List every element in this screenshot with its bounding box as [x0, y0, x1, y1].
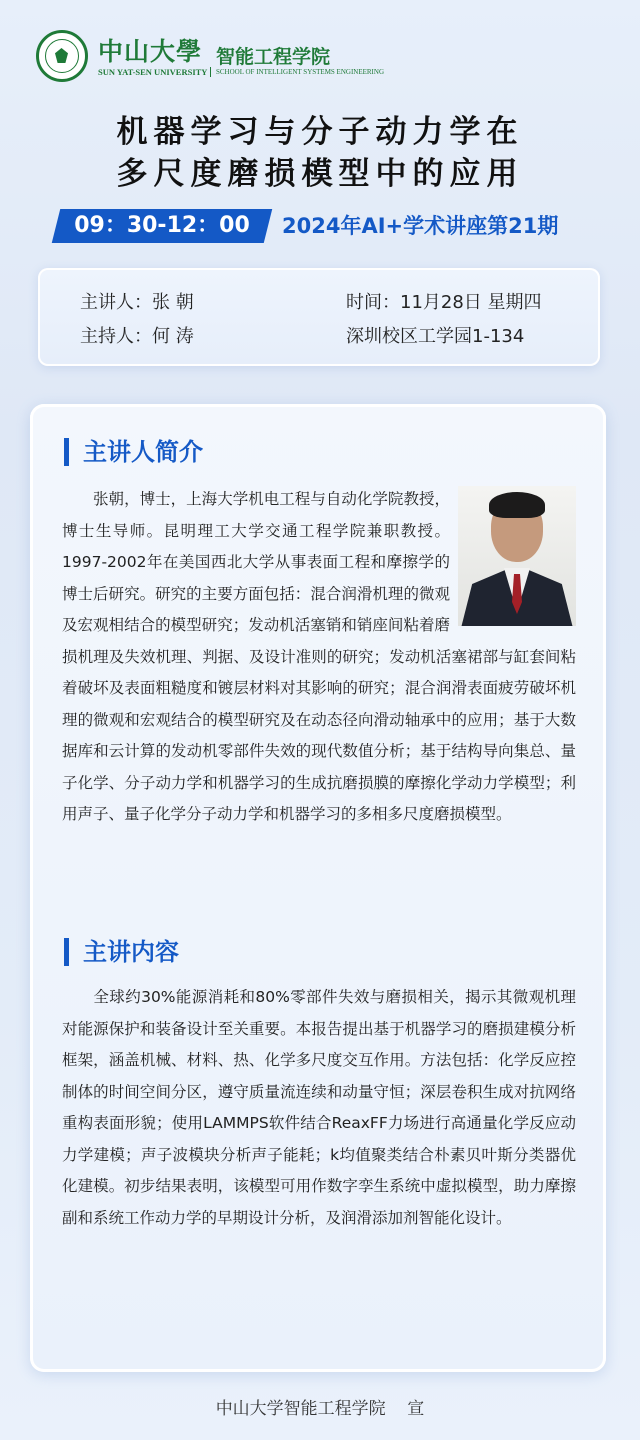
bio-text: 张朝，博士，上海大学机电工程与自动化学院教授，博士生导师。昆明理工大学交通工程学院兼职教授。1997-2002年在美国西北大学从事表面工程和摩擦学的博士后研究。研究的主要方面包括：混合润滑机理的微观及宏观相结合的模型研究；发动机活塞销和销座间粘着磨损机理及失效机理、判据、及设计准则的研究；发动机活塞裙部与缸套间粘着破坏及表面粗糙度和镀层材料对其影响的研究；混合润滑表面疲劳破坏机理的微观和宏观结合的模型研究及在动态径向滑动轴承中的应用；基于大数据库和云计算的发动机零部件失效的现代数值分析；基于结构导向集总、量子化学、分子动力学和机器学习的生成抗磨损膜的摩擦化学动力学模型；利用声子、量子化学分子动力学和机器学习的多相多尺度磨损模型。 [62, 490, 576, 823]
university-name-en: SUN YAT-SEN UNIVERSITY [98, 67, 208, 77]
content-paragraph [62, 982, 576, 1234]
lecture-series-label: 2024年AI+学术讲座第21期 [282, 214, 559, 238]
page-title-line1: 机器学习与分子动力学在 [116, 114, 524, 150]
page-title-line2: 多尺度磨损模型中的应用 [116, 156, 524, 192]
time-info: 时间：11月28日 星期四 [346, 292, 542, 313]
speaker-photo [458, 486, 576, 626]
time-tag: 09：30-12：00 [74, 213, 250, 238]
main-card [30, 404, 606, 1372]
school-name-cn: 智能工程学院 [216, 46, 331, 68]
host-info: 主持人：何 涛 [80, 326, 194, 347]
footer: 中山大学智能工程学院 宣 [215, 1399, 425, 1419]
content-heading: 主讲内容 [64, 938, 179, 966]
info-card [38, 268, 600, 366]
university-name-cn: 中山大學 [98, 37, 203, 66]
bio-heading: 主讲人简介 [64, 438, 203, 466]
school-name-en: SCHOOL OF INTELLIGENT SYSTEMS ENGINEERING [216, 68, 384, 76]
seal-emblem-icon [45, 39, 79, 73]
university-seal-logo [36, 30, 88, 82]
bio-paragraph [62, 484, 576, 831]
divider [210, 67, 211, 77]
speaker-info: 主讲人：张 朝 [80, 292, 194, 313]
header [36, 30, 636, 90]
location-info: 深圳校区工学园1-134 [346, 326, 525, 347]
content-text: 全球约30%能源消耗和80%零部件失效与磨损相关，揭示其微观机理对能源保护和装备设计至关重要。本报告提出基于机器学习的磨损建模分析框架，涵盖机械、材料、热、化学多尺度交互作用。方法包括：化学反应控制体的时间空间分区，遵守质量流连续和动量守恒；深层卷积生成对抗网络重构表面形貌；使用LAMMPS软件结合ReaxFF力场进行高通量化学反应动力学建模；声子波模块分析声子能耗；k均值聚类结合朴素贝叶斯分类器优化建模。初步结果表明，该模型可用作数字孪生系统中虚拟模型，助力摩擦副和系统工作动力学的早期设计分析，及润滑添加剂智能化设计。 [62, 988, 576, 1227]
